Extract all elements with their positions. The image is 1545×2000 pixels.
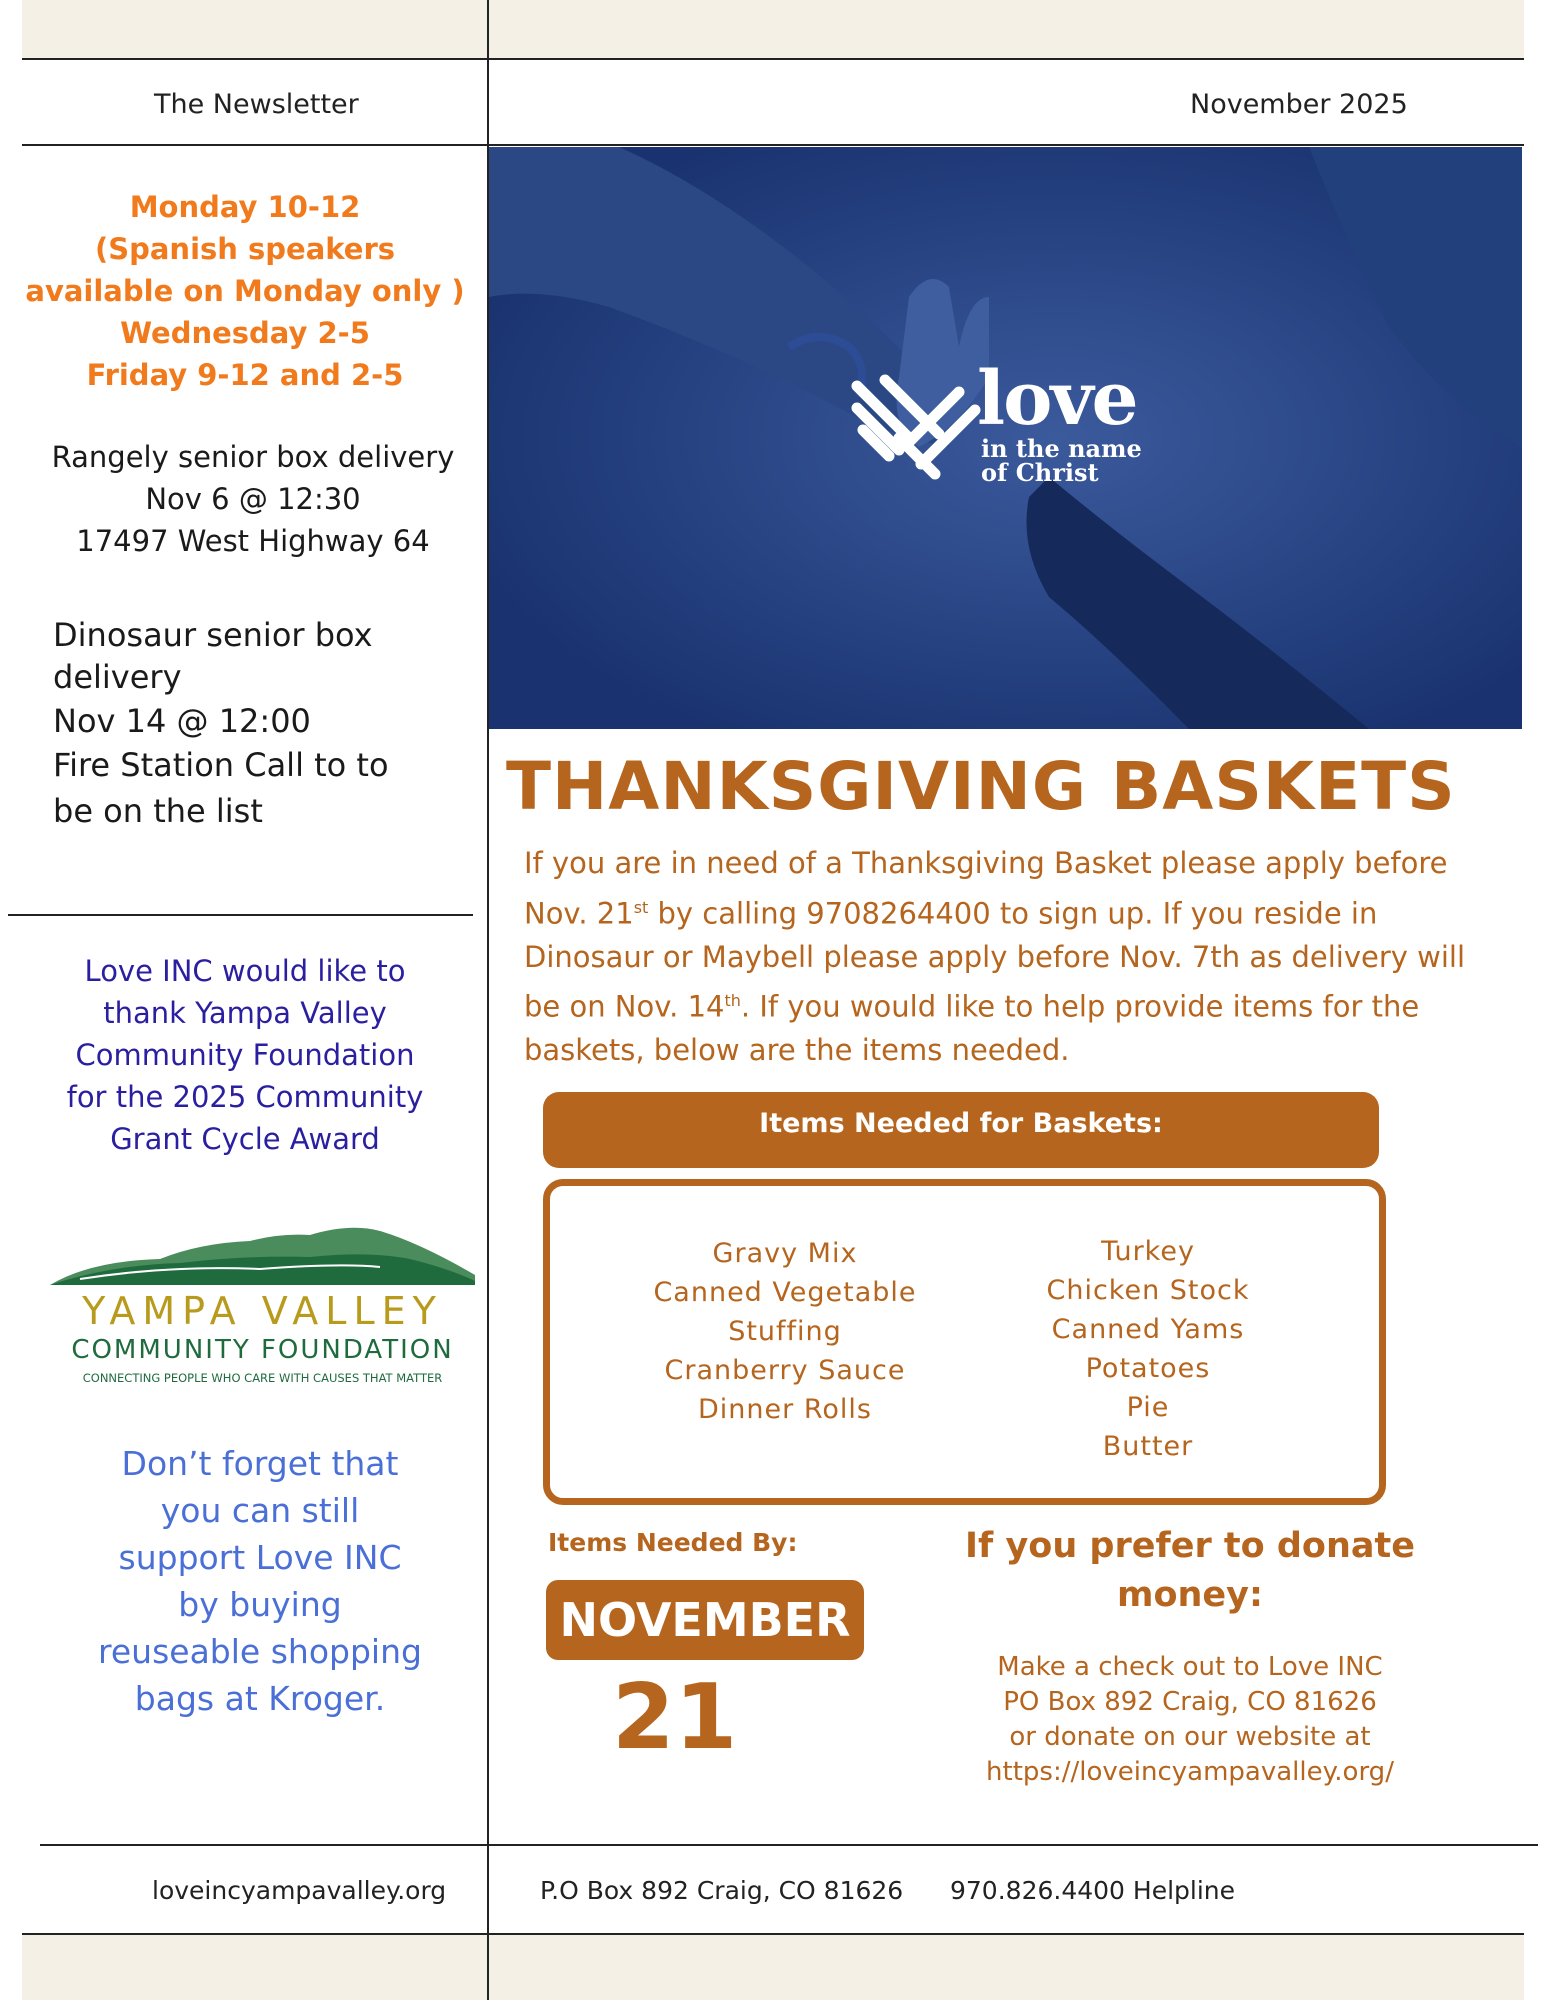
dinosaur-line: delivery — [53, 658, 182, 696]
kroger-line: by buying — [178, 1585, 342, 1624]
list-item: Pie — [1126, 1392, 1170, 1423]
needed-by-label: Items Needed By: — [548, 1528, 798, 1557]
love-logo-sub1: in the name — [981, 434, 1142, 463]
intro-sup-2: th — [724, 991, 741, 1011]
dinosaur-line: Dinosaur senior box — [53, 616, 373, 654]
newsletter-label: The Newsletter — [154, 89, 359, 120]
dinosaur-line: Nov 14 @ 12:00 — [53, 702, 311, 740]
donate-website-link[interactable]: https://loveincyampavalley.org/ — [986, 1757, 1394, 1787]
list-item: Chicken Stock — [1046, 1275, 1250, 1306]
rangely-delivery — [30, 436, 476, 562]
thanks-message — [40, 950, 450, 1160]
needed-by-day: 21 — [612, 1665, 738, 1770]
dinosaur-delivery — [53, 612, 473, 834]
love-logo-sub2: of Christ — [981, 458, 1099, 487]
intro-paragraph — [524, 842, 1484, 1073]
list-item: Gravy Mix — [712, 1238, 858, 1269]
hours-line: Friday 9-12 and 2-5 — [86, 358, 404, 392]
list-item: Canned Yams — [1051, 1314, 1245, 1345]
hero-image — [489, 147, 1522, 729]
donate-instructions — [930, 1650, 1450, 1790]
intro-text-3: . If you would like to help provide items for the baskets, below are the items needed. — [524, 989, 1420, 1068]
thanks-line: Community Foundation — [75, 1038, 415, 1072]
yampa-valley-logo — [50, 1225, 475, 1395]
issue-date: November 2025 — [1190, 89, 1408, 120]
logo-line-1: YAMPA VALLEY — [82, 1289, 443, 1333]
list-item: Dinner Rolls — [698, 1394, 872, 1425]
intro-text-2: by calling 9708264400 to sign up. If you reside in Dinosaur or Maybell please apply before Nov. 7th as delivery will be on Nov. 14 — [524, 896, 1466, 1024]
header-top-rule — [22, 58, 1524, 60]
rangely-line: Nov 6 @ 12:30 — [145, 482, 361, 516]
list-item: Canned Vegetable — [653, 1277, 917, 1308]
logo-line-3: CONNECTING PEOPLE WHO CARE WITH CAUSES THAT MATTER — [82, 1371, 443, 1385]
items-heading: Items Needed for Baskets: — [543, 1092, 1379, 1168]
thanks-line: for the 2025 Community — [66, 1080, 424, 1114]
thanks-line: thank Yampa Valley — [103, 996, 387, 1030]
donate-heading-line: money: — [1117, 1575, 1263, 1615]
love-logo-word: love — [977, 356, 1137, 442]
list-item: Turkey — [1101, 1236, 1195, 1267]
donate-heading-line: If you prefer to donate — [965, 1526, 1415, 1566]
bottom-band — [22, 1935, 1524, 2000]
kroger-line: you can still — [160, 1491, 360, 1530]
needed-by-month: NOVEMBER — [546, 1580, 864, 1660]
dinosaur-line: be on the list — [53, 792, 263, 830]
items-list-box — [543, 1179, 1386, 1505]
footer-bottom-rule — [22, 1933, 1524, 1935]
intro-text-1: If you are in need of a Thanksgiving Basket please apply before Nov. 21 — [524, 846, 1448, 931]
rangely-line: Rangely senior box delivery — [51, 440, 455, 474]
hours-line: available on Monday only ) — [25, 274, 465, 308]
list-item: Butter — [1102, 1431, 1194, 1462]
hours-line: Monday 10-12 — [129, 190, 361, 224]
dinosaur-line: Fire Station Call to to — [53, 746, 389, 784]
list-item: Potatoes — [1085, 1353, 1211, 1384]
header-bottom-rule — [22, 144, 1524, 146]
love-logo — [849, 356, 1169, 492]
office-hours — [22, 186, 468, 396]
thanks-line: Grant Cycle Award — [110, 1122, 380, 1156]
sidebar-divider — [8, 914, 473, 916]
hours-line: (Spanish speakers — [94, 232, 396, 266]
donate-line: PO Box 892 Craig, CO 81626 — [1003, 1687, 1377, 1717]
list-item: Cranberry Sauce — [664, 1355, 906, 1386]
hours-line: Wednesday 2-5 — [120, 316, 370, 350]
footer-phone: 970.826.4400 Helpline — [950, 1876, 1236, 1905]
kroger-line: Don’t forget that — [121, 1444, 399, 1483]
items-left-column — [605, 1234, 965, 1429]
footer-website[interactable]: loveincyampavalley.org — [152, 1876, 447, 1905]
intro-sup-1: st — [633, 897, 649, 917]
page-title: THANKSGIVING BASKETS — [506, 748, 1456, 825]
donate-heading — [940, 1522, 1440, 1620]
footer-address: P.O Box 892 Craig, CO 81626 — [540, 1876, 904, 1905]
top-band — [22, 0, 1524, 58]
heart-cross-icon — [849, 372, 984, 482]
logo-line-2: COMMUNITY FOUNDATION — [71, 1335, 454, 1365]
kroger-line: bags at Kroger. — [134, 1679, 386, 1718]
thanks-line: Love INC would like to — [84, 954, 406, 988]
kroger-line: reuseable shopping — [98, 1632, 422, 1671]
mountains-icon — [50, 1225, 475, 1285]
rangely-line: 17497 West Highway 64 — [76, 524, 430, 558]
kroger-line: support Love INC — [118, 1538, 402, 1577]
items-right-column — [968, 1232, 1328, 1466]
kroger-message — [50, 1440, 470, 1722]
footer-top-rule — [40, 1844, 1538, 1846]
list-item: Stuffing — [728, 1316, 842, 1347]
donate-line: Make a check out to Love INC — [997, 1652, 1383, 1682]
donate-line: or donate on our website at — [1009, 1722, 1371, 1752]
